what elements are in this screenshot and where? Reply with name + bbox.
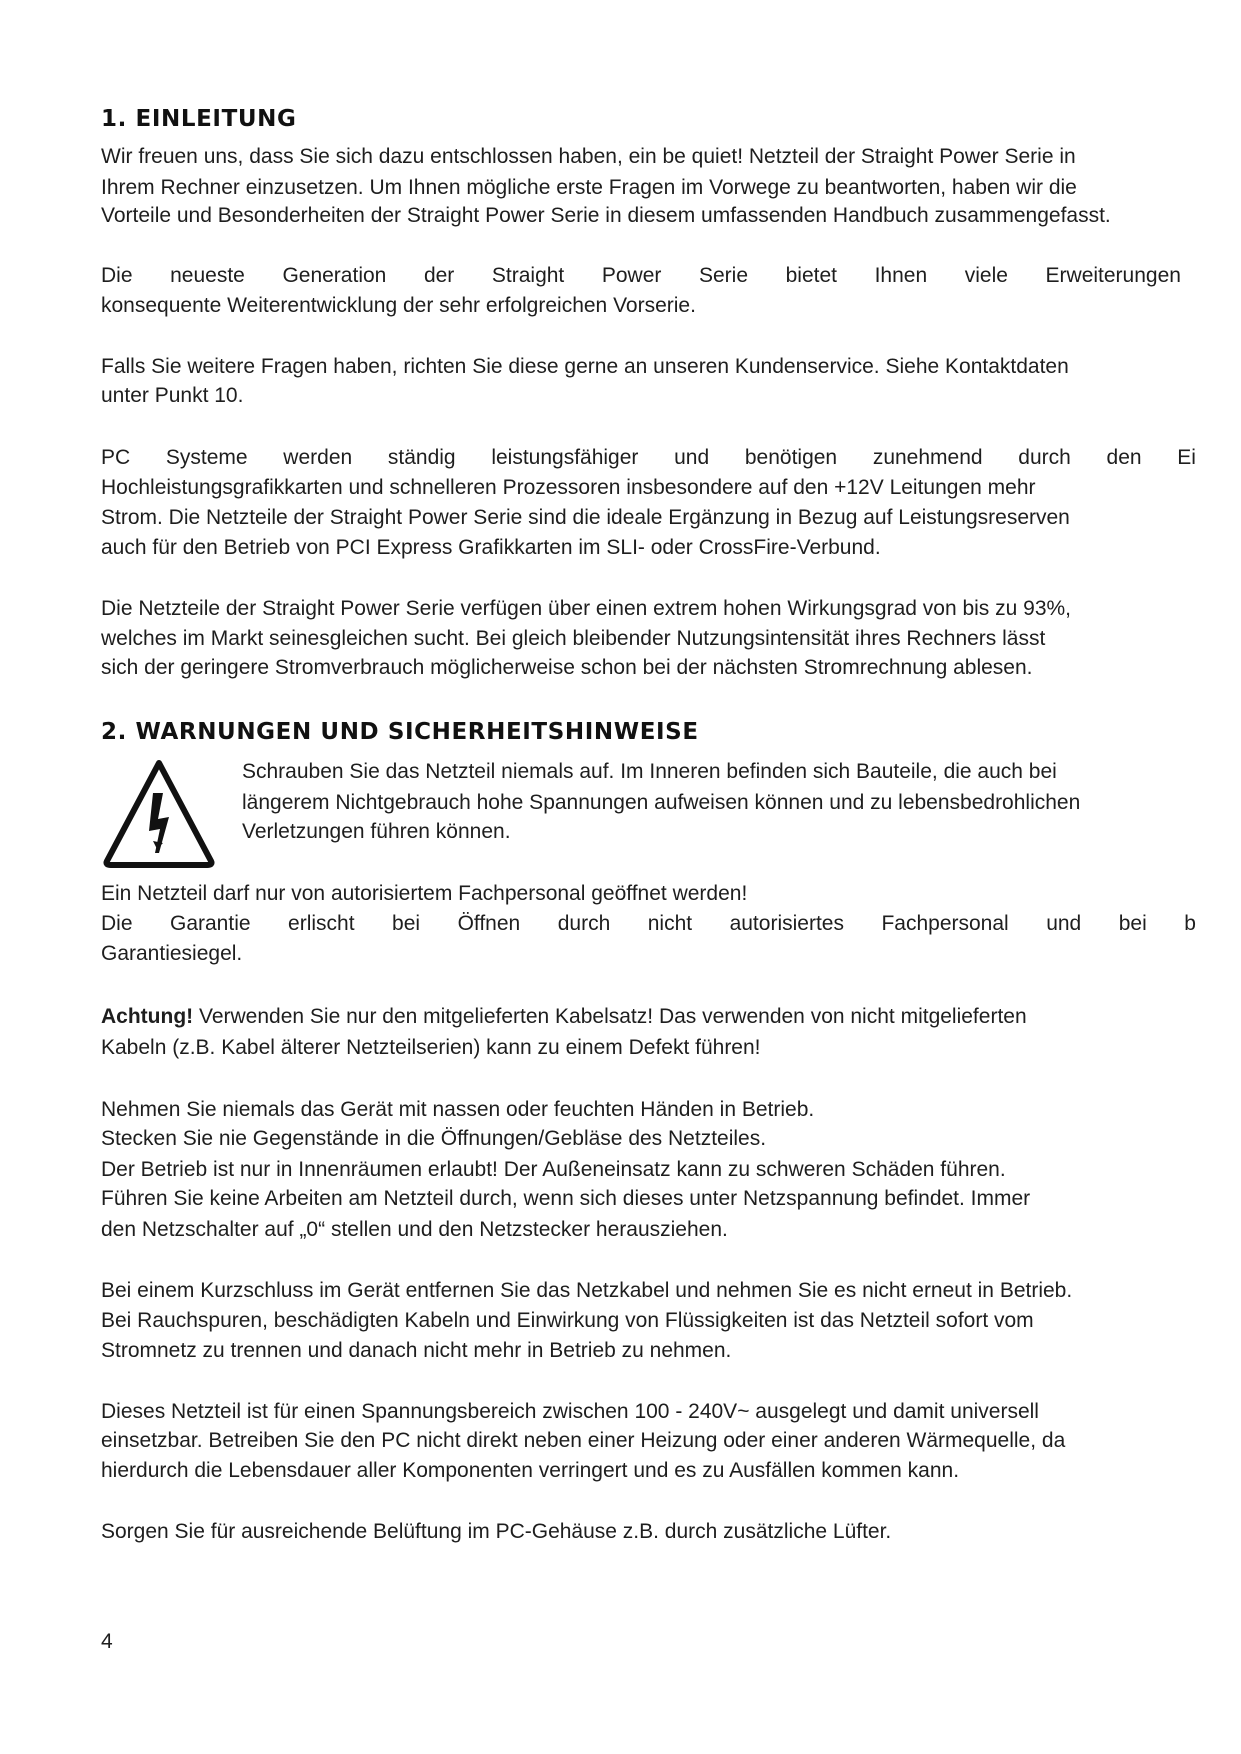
paragraph-line: Ihrem Rechner einzusetzen. Um Ihnen mögliche erste Fragen im Vorwege zu beantworten, haben wir die xyxy=(101,176,1077,199)
word: Die xyxy=(101,264,133,287)
section-heading-einleitung: 1. EINLEITUNG xyxy=(101,106,297,132)
paragraph-line: Falls Sie weitere Fragen haben, richten Sie diese gerne an unseren Kundenservice. Siehe Kontaktdaten xyxy=(101,355,1069,378)
justified-line xyxy=(101,262,1181,290)
paragraph-line: Strom. Die Netzteile der Straight Power Serie sind die ideale Ergänzung in Bezug auf Leistungsreserven xyxy=(101,506,1070,529)
paragraph-line: einsetzbar. Betreiben Sie den PC nicht direkt neben einer Heizung oder einer anderen Wärmequelle, da xyxy=(101,1429,1066,1452)
word: Power xyxy=(601,264,662,287)
paragraph-line: Dieses Netzteil ist für einen Spannungsbereich zwischen 100 - 240V~ ausgelegt und damit universell xyxy=(101,1400,1039,1423)
word: PC xyxy=(101,446,131,469)
word: und xyxy=(1046,912,1082,935)
word: Die xyxy=(101,912,133,935)
achtung-line xyxy=(101,1003,1027,1031)
paragraph-line: Ein Netzteil darf nur von autorisiertem Fachpersonal geöffnet werden! xyxy=(101,882,748,905)
paragraph-line: Bei einem Kurzschluss im Gerät entfernen Sie das Netzkabel und nehmen Sie es nicht erneut in Betrieb. xyxy=(101,1279,1073,1302)
word: Systeme xyxy=(165,446,248,469)
paragraph-line: hierdurch die Lebensdauer aller Komponenten verringert und es zu Ausfällen kommen kann. xyxy=(101,1459,960,1482)
word: Öffnen xyxy=(457,912,521,935)
high-voltage-warning-icon xyxy=(101,757,217,869)
word: neueste xyxy=(170,264,245,287)
paragraph-line: Führen Sie keine Arbeiten am Netzteil durch, wenn sich dieses unter Netzspannung befindet. Immer xyxy=(101,1187,1031,1210)
word: durch xyxy=(1018,446,1071,469)
paragraph-line: konsequente Weiterentwicklung der sehr erfolgreichen Vorserie. xyxy=(101,294,696,317)
paragraph-line: Nehmen Sie niemals das Gerät mit nassen oder feuchten Händen in Betrieb. xyxy=(101,1098,815,1121)
word: erlischt xyxy=(288,912,355,935)
paragraph-line: Der Betrieb ist nur in Innenräumen erlaubt! Der Außeneinsatz kann zu schweren Schäden führen. xyxy=(101,1158,1006,1181)
paragraph-line: Wir freuen uns, dass Sie sich dazu entschlossen haben, ein be quiet! Netzteil der Straight Power Serie in xyxy=(101,145,1076,168)
section-heading-warnungen: 2. WARNUNGEN UND SICHERHEITSHINWEISE xyxy=(101,719,699,745)
paragraph-line: welches im Markt seinesgleichen sucht. Bei gleich bleibender Nutzungsintensität ihres Rechners lässt xyxy=(101,627,1046,650)
paragraph-line: Die Netzteile der Straight Power Serie verfügen über einen extrem hohen Wirkungsgrad von bis zu 93%, xyxy=(101,597,1072,620)
word: Serie xyxy=(698,264,749,287)
justified-line xyxy=(101,910,1196,938)
paragraph-line: Hochleistungsgrafikkarten und schnelleren Prozessoren insbesondere auf den +12V Leitungen mehr xyxy=(101,476,1036,499)
paragraph-line: Stecken Sie nie Gegenstände in die Öffnungen/Gebläse des Netzteiles. xyxy=(101,1127,767,1150)
document-page xyxy=(101,0,1201,1754)
word: leistungsfähiger xyxy=(491,446,639,469)
word: benötigen xyxy=(744,446,838,469)
word: durch xyxy=(557,912,611,935)
word: den xyxy=(1106,446,1142,469)
paragraph-line: sich der geringere Stromverbrauch möglicherweise schon bei der nächsten Stromrechnung ablesen. xyxy=(101,656,1033,679)
word: autorisiertes xyxy=(729,912,844,935)
word: b xyxy=(1184,912,1196,935)
word: Garantie xyxy=(170,912,251,935)
warning-text-line: Verletzungen führen können. xyxy=(242,820,511,843)
word: viele xyxy=(964,264,1008,287)
word: zunehmend xyxy=(872,446,983,469)
paragraph-line: Vorteile und Besonderheiten der Straight Power Serie in diesem umfassenden Handbuch zusammengefasst. xyxy=(101,204,1111,227)
paragraph-line: Sorgen Sie für ausreichende Belüftung im PC-Gehäuse z.B. durch zusätzliche Lüfter. xyxy=(101,1520,892,1543)
word: Straight xyxy=(491,264,565,287)
word: und xyxy=(674,446,710,469)
word: bietet xyxy=(785,264,837,287)
word: nicht xyxy=(647,912,693,935)
paragraph-line: auch für den Betrieb von PCI Express Grafikkarten im SLI- oder CrossFire-Verbund. xyxy=(101,536,881,559)
word: Erweiterungen xyxy=(1045,264,1181,287)
paragraph-line: Stromnetz zu trennen und danach nicht mehr in Betrieb zu nehmen. xyxy=(101,1339,732,1362)
paragraph-line: Garantiesiegel. xyxy=(101,942,243,965)
word: Ihnen xyxy=(874,264,928,287)
word: werden xyxy=(283,446,353,469)
word: Generation xyxy=(282,264,387,287)
page-number: 4 xyxy=(101,1630,113,1653)
word: Ei xyxy=(1177,446,1196,469)
warning-text-line: längerem Nichtgebrauch hohe Spannungen aufweisen können und zu lebensbedrohlichen xyxy=(242,791,1081,814)
warning-text-line: Schrauben Sie das Netzteil niemals auf. Im Inneren befinden sich Bauteile, die auch bei xyxy=(242,760,1057,783)
achtung-text: Verwenden Sie nur den mitgelieferten Kabelsatz! Das verwenden von nicht mitgelieferten xyxy=(193,1005,1027,1028)
word: bei xyxy=(392,912,421,935)
word: Fachpersonal xyxy=(881,912,1009,935)
word: der xyxy=(423,264,455,287)
word: ständig xyxy=(387,446,456,469)
justified-line xyxy=(101,444,1196,472)
paragraph-line: unter Punkt 10. xyxy=(101,384,244,407)
word: bei xyxy=(1118,912,1147,935)
paragraph-line: Bei Rauchspuren, beschädigten Kabeln und Einwirkung von Flüssigkeiten ist das Netzteil sofort vom xyxy=(101,1309,1034,1332)
paragraph-line: den Netzschalter auf „0“ stellen und den Netzstecker herausziehen. xyxy=(101,1218,728,1241)
paragraph-line: Kabeln (z.B. Kabel älterer Netzteilserien) kann zu einem Defekt führen! xyxy=(101,1036,761,1059)
achtung-label: Achtung! xyxy=(101,1005,194,1028)
